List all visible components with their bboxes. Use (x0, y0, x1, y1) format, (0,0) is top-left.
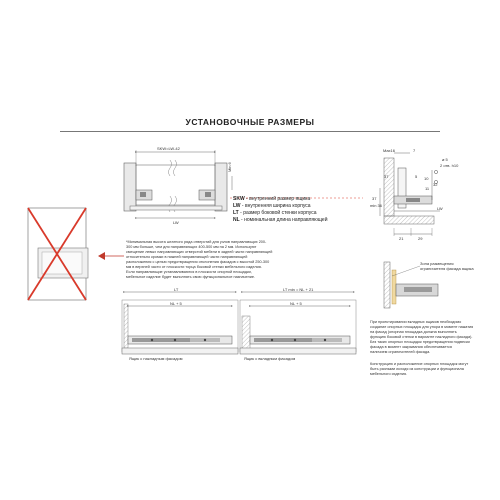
legend (233, 196, 363, 224)
legend-item: LW - внутренняя ширина корпуса (233, 203, 311, 209)
detail-phi5: ø 5 (442, 157, 448, 162)
detail-21: 21 (399, 236, 404, 241)
detail-lw: LW (437, 206, 443, 211)
bottom-right-caption: Ящик с вкладным фасадом (244, 356, 296, 361)
top-front-view (124, 150, 232, 218)
detail-37b: 37 (372, 196, 377, 201)
detail-7: 7 (413, 148, 416, 153)
detail-5: 5 (415, 174, 418, 179)
legend-item: SKW - внутренний размер ящика (233, 196, 311, 202)
legend-item: LT - размер боковой стенки корпуса (233, 210, 317, 216)
detail-min36: min 36 (370, 203, 383, 208)
bottom-left-nl: NL + 5 (170, 301, 182, 306)
note-text: *Минимальная высота штатного ряда отверстий для узлов направляющих 200- 300 мм больше, чем для направляющих 400-500 мм на 2 мм. Используют смещение левых направляющих отверстий мебели в задней части направляющей относительно кромки в нижней направляющей части направляющей расположения с целью предотвращения отклонения фасадов с высотой 250-300 мм в верхней части от плоскости торца боковой стенки мебельного изделия. Если направляющие устанавливаются в плоскости опорной площадки, мебельное изделие будет выполнять свою функциональное назначение. (126, 240, 273, 279)
pointer-arrow (98, 252, 124, 260)
dim-skw: SKW=LW-42 (157, 146, 180, 151)
detail-29: 29 (418, 236, 423, 241)
legend-item: NL - номинальная длина направляющей (233, 217, 328, 223)
crossed-box (28, 208, 88, 300)
detail-11: 11 (425, 186, 430, 191)
right-text-1: При проектировании вкладных ящиков необходимо создание опорных площадок для упора в момент нажатия на фасад (опорная площадка должна выполнять функцию боковой стенки в варианте накладного фасада). Без таких опорных площадок предотвращения подвески фасада в момент закрывания обеспечивается наличием ограничителей фасада. (370, 320, 474, 354)
page-title: УСТАНОВОЧНЫЕ РАЗМЕРЫ (185, 117, 315, 127)
detail-37: 37 (384, 174, 389, 179)
zone-label: Зона размещения ограничителя фасада ящика (420, 261, 474, 271)
right-text-2: Конструкцию и расположение опорных площадок могут быть разными исходя из конструкции и функционала мебельного изделия. (370, 362, 469, 376)
bottom-left-lt: LT (174, 287, 179, 292)
bottom-right-lt: LT min = NL + 21 (283, 287, 314, 292)
dim-min6: Min 6 (227, 162, 232, 172)
dim-lw: LW (173, 220, 179, 225)
bottom-right-nl: NL + 5 (290, 301, 302, 306)
detail-section-view (380, 153, 440, 236)
bottom-left-caption: Ящик с накладным фасадом (129, 356, 183, 361)
detail-32: 32 (433, 182, 438, 187)
detail-10: 10 (424, 176, 429, 181)
detail-holes: 2 отв. h10 (440, 163, 459, 168)
detail-max16: Max16 (383, 148, 396, 153)
